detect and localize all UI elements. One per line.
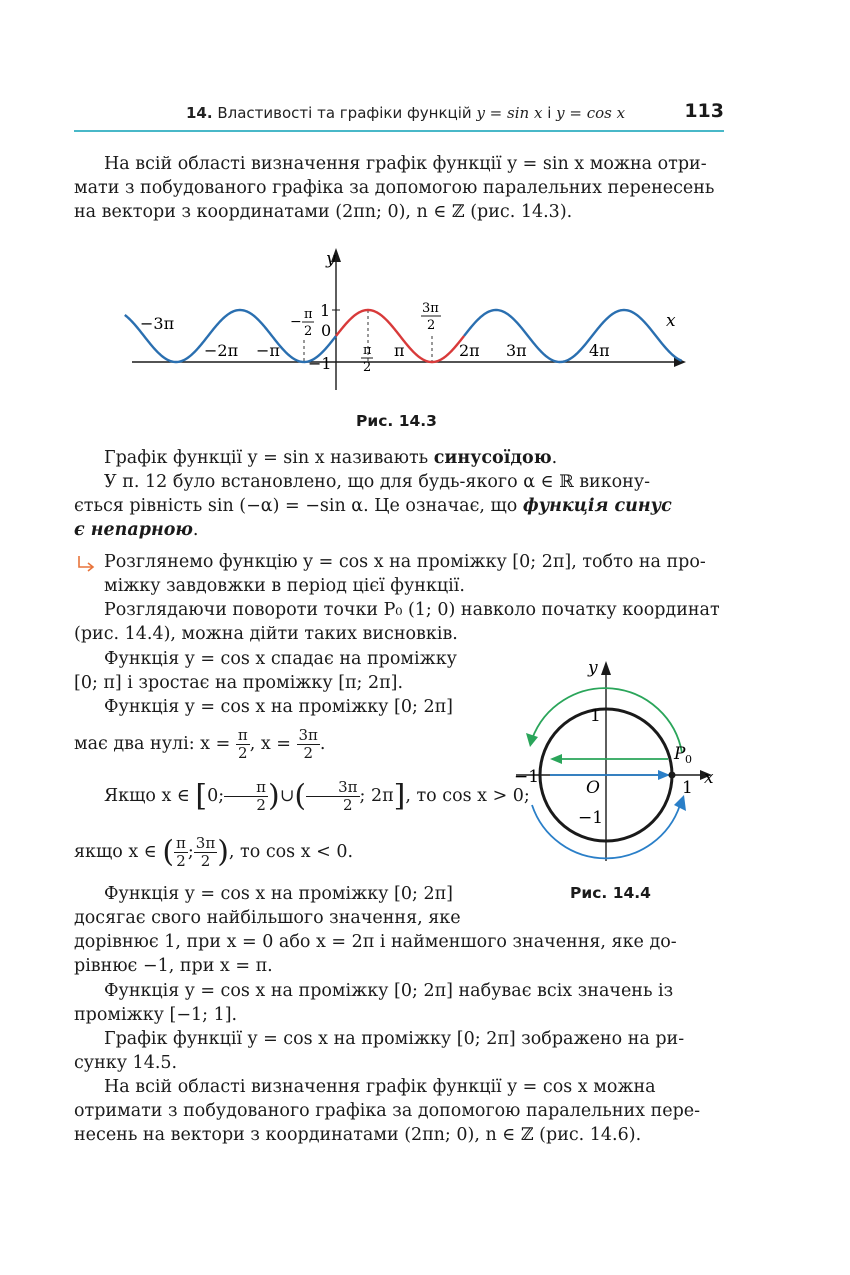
label-right-one: 1 [682, 778, 693, 798]
label-minus-sign: − [290, 314, 302, 330]
x-axis-label: x [704, 768, 714, 788]
green-arrow-head-icon [526, 733, 538, 747]
label-p0: P [674, 744, 686, 764]
fraction-pi-over-2: $\frac{\pi}{2}$ [224, 779, 268, 814]
fraction-pi-over-2: $\frac{\pi}{2}$ [176, 834, 186, 870]
green-horizontal-arrow-head-icon [550, 754, 562, 764]
label-pi-half-den: 2 [363, 360, 372, 375]
fraction-3pi-over-2: $\frac{3\pi}{2}$ [306, 779, 359, 814]
point-p0 [669, 772, 676, 779]
paragraph-3-line-2: ється рівність sin (−α) = −sin α. Це означає, що функція синус [74, 496, 672, 516]
figure-14-4-caption: Рис. 14.4 [570, 884, 651, 902]
figure-14-3-caption: Рис. 14.3 [356, 412, 437, 430]
figure-14-3-sine-graph [100, 240, 700, 400]
paragraph-2: Графік функції y = sin x називають синусоїдою. [104, 448, 558, 468]
paragraph-3-line-3: є непарною. [74, 520, 199, 540]
paragraph-4-line-1: Розглянемо функцію y = cos x на проміжку [0; 2π], тобто на про- [104, 552, 706, 572]
label-y-one: 1 [320, 301, 331, 320]
y-axis-label: y [326, 249, 336, 269]
fraction-3pi-over-2: $\frac{3\pi}{2}$ [195, 834, 216, 870]
paragraph-1-line-3: на вектори з координатами (2πn; 0), n ∈ ℤ (рис. 14.3). [74, 202, 573, 222]
paragraph-1-line-1: На всій області визначення графік функції y = sin x можна отри- [104, 154, 707, 174]
label-left-minus-one: −1 [514, 767, 540, 787]
label-pi: π [394, 341, 405, 360]
label-minus-3pi: −3π [140, 314, 175, 333]
paragraph-11-line-2: проміжку [−1; 1]. [74, 1005, 238, 1025]
paragraph-10-line-2: досягає свого найбільшого значення, яке [74, 908, 461, 928]
label-top-one: 1 [590, 706, 601, 726]
page-number: 113 [684, 100, 724, 122]
paragraph-13-line-3: несень на вектори з координатами (2πn; 0), n ∈ ℤ (рис. 14.6). [74, 1125, 642, 1145]
paragraph-13-line-2: отримати з побудованого графіка за допомогою паралельних пере- [74, 1101, 701, 1121]
paragraph-5-line-1: Розглядаючи повороти точки P₀ (1; 0) навколо початку координат [104, 600, 720, 620]
running-header [74, 100, 724, 132]
paragraph-5-line-2: (рис. 14.4), можна дійти таких висновків. [74, 624, 458, 644]
y-axis-arrow-icon [601, 661, 611, 675]
label-pi-half-num: π [363, 343, 372, 358]
paragraph-12-line-2: сунку 14.5. [74, 1053, 178, 1073]
paragraph-9: якщо x ∈ ( $\frac{\pi}{2}$ ; $\frac{3\pi}{2}$ ), то cos x < 0. [74, 834, 354, 870]
label-three-pi-half-num: 3π [422, 301, 439, 316]
y-axis-label: y [588, 658, 598, 678]
paragraph-6-line-2: [0; π] і зростає на проміжку [π; 2π]. [74, 673, 404, 693]
paragraph-10-line-3: дорівнює 1, при x = 0 або x = 2π і найменшого значення, яке до- [74, 932, 677, 952]
figure-14-4-unit-circle [510, 655, 730, 865]
paragraph-8: Якщо x ∈ [0; $\frac{\pi}{2}$ )∪( $\frac{3\pi}{2}$ ; 2π], то cos x > 0; [104, 778, 530, 814]
paragraph-3-line-1: У п. 12 було встановлено, що для будь-якого α ∈ ℝ викону- [104, 472, 651, 492]
label-y-minus-one: −1 [308, 354, 332, 373]
paragraph-10-line-1: Функція y = cos x на проміжку [0; 2π] [104, 884, 453, 904]
paragraph-12-line-1: Графік функції y = cos x на проміжку [0; 2π] зображено на ри- [104, 1029, 685, 1049]
paragraph-11-line-1: Функція y = cos x на проміжку [0; 2π] набуває всіх значень із [104, 981, 674, 1001]
paragraph-7-line-2: має два нулі: x = $\frac{\pi}{2}$ , x = $\frac{3\pi}{2}$ . [74, 726, 326, 762]
label-2pi: 2π [459, 341, 480, 360]
label-minus-2pi: −2π [204, 341, 239, 360]
label-bottom-minus-one: −1 [578, 808, 604, 828]
label-4pi: 4π [589, 341, 610, 360]
label-origin: O [586, 778, 600, 798]
header-title: 14. Властивості та графіки функцій y = sin x і y = cos x [186, 104, 626, 122]
label-minus-pi: −π [256, 341, 280, 360]
label-3pi: 3π [506, 341, 527, 360]
label-pi-num: π [304, 307, 313, 322]
paragraph-6-line-1: Функція y = cos x спадає на проміжку [104, 649, 457, 669]
paragraph-10-line-4: рівнює −1, при x = π. [74, 956, 273, 976]
fraction-pi-over-2: $\frac{\pi}{2}$ [237, 726, 248, 762]
paragraph-7-line-1: Функція y = cos x на проміжку [0; 2π] [104, 697, 453, 717]
label-p0-subscript: 0 [685, 753, 692, 766]
green-rotation-arc [532, 688, 682, 753]
label-pi-den: 2 [304, 324, 313, 339]
label-three-pi-half-den: 2 [427, 318, 436, 333]
paragraph-4-line-2: міжку завдовжки в період цієї функції. [104, 576, 465, 596]
label-zero: 0 [321, 321, 332, 340]
fraction-3pi-over-2: $\frac{3\pi}{2}$ [298, 726, 318, 762]
paragraph-1-line-2: мати з побудованого графіка за допомогою паралельних перенесень [74, 178, 715, 198]
x-axis-label: x [666, 311, 676, 331]
paragraph-13-line-1: На всій області визначення графік функції y = cos x можна [104, 1077, 656, 1097]
blue-horizontal-arrow-head-icon [658, 770, 670, 780]
